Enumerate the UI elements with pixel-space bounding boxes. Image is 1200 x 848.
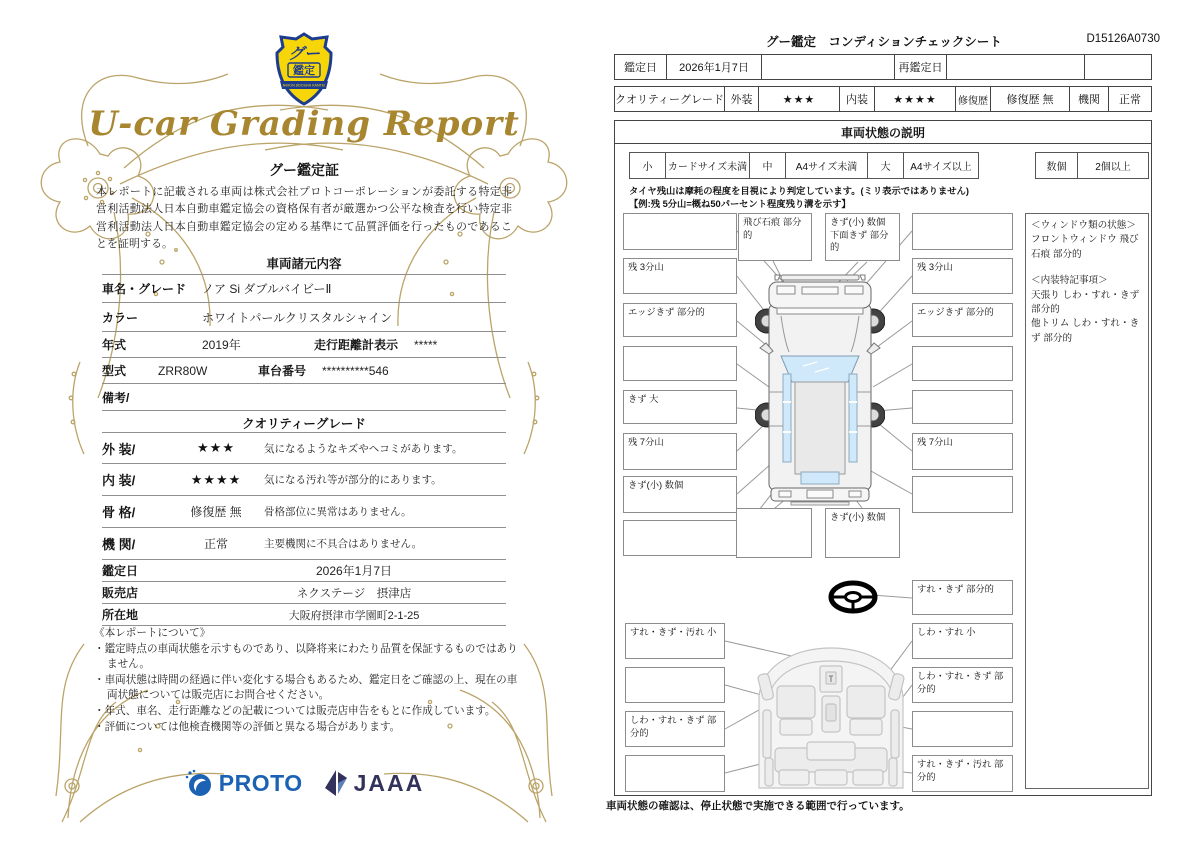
engine-label: 機関 xyxy=(1070,87,1109,111)
exterior-note-box xyxy=(623,520,737,556)
exterior-note-box: きず 大 xyxy=(623,390,737,424)
svg-text:鑑定: 鑑定 xyxy=(293,64,315,77)
meta-row-date xyxy=(102,560,506,582)
jaaa-logo-icon xyxy=(323,768,349,798)
grade-row-interior xyxy=(102,464,506,496)
grade-desc: 骨格部位に異常はありません。 xyxy=(264,506,412,518)
meta-row-address xyxy=(102,604,506,626)
spec-value: ZRR80W xyxy=(158,363,208,378)
goo-kantei-badge-icon xyxy=(275,32,333,106)
certificate-subtitle: グー鑑定証 xyxy=(269,162,339,178)
grade-value: 修復歴 無 xyxy=(190,505,242,519)
exterior-label: 外装 xyxy=(725,87,759,111)
interior-remarks-title: ＜内装特記事項＞ xyxy=(1031,275,1108,287)
grade-stars: ★★★★ xyxy=(190,471,242,487)
spec-row-year xyxy=(102,332,506,358)
exterior-note-box: エッジきず 部分的 xyxy=(623,303,737,337)
exterior-note-box xyxy=(623,346,737,381)
date-value: 2026年1月7日 xyxy=(667,55,762,79)
vehicle-spec-table xyxy=(102,274,506,411)
car-top-view-diagram xyxy=(755,274,885,506)
legend-value: A4サイズ以上 xyxy=(910,162,972,173)
spec-value: **********546 xyxy=(322,363,389,378)
grade-summary-table xyxy=(614,86,1152,112)
legend-key: 中 xyxy=(750,153,786,178)
spec-label: カラー xyxy=(102,310,139,325)
interior-note-box: しわ・すれ・きず 部分的 xyxy=(912,667,1013,703)
grading-report-certificate xyxy=(28,26,580,826)
spec-label: 走行距離計表示 xyxy=(314,338,399,352)
legend-key: 数個 xyxy=(1036,153,1078,178)
engine-value: 正常 xyxy=(1119,94,1141,106)
interior-label: 内装 xyxy=(840,87,875,111)
condition-check-sheet xyxy=(604,28,1164,823)
exterior-note-box: エッジきず 部分的 xyxy=(912,303,1013,337)
exterior-note-box xyxy=(912,346,1013,381)
repair-value: 修復歴 無 xyxy=(991,87,1070,111)
report-notes xyxy=(94,626,524,736)
sheet-title: グー鑑定 コンディションチェックシート xyxy=(766,35,1002,49)
redate-value xyxy=(947,55,1085,79)
meta-row-dealer xyxy=(102,582,506,604)
spec-label: 年式 xyxy=(102,338,127,352)
meta-value: 2026年1月7日 xyxy=(315,564,393,578)
note-line: 下面きず 部分的 xyxy=(830,229,889,253)
grade-label: 骨 格/ xyxy=(102,505,136,520)
spec-row-name xyxy=(102,274,506,303)
legend-key: 大 xyxy=(868,153,904,178)
grade-desc: 気になるようなキズやヘコミがあります。 xyxy=(264,442,463,455)
exterior-note-box: 残 3分山 xyxy=(912,258,1013,294)
svg-text:NIHON JIDOSHA KANTEI: NIHON JIDOSHA KANTEI xyxy=(282,83,326,88)
spec-value: 2019年 xyxy=(202,338,241,352)
legend-key: 小 xyxy=(630,153,666,178)
legend-value: カードサイズ未満 xyxy=(666,153,750,178)
exterior-note-box xyxy=(825,213,900,261)
spec-value: ***** xyxy=(414,337,438,352)
exterior-note-box: 残 7分山 xyxy=(912,433,1013,470)
grade-section-title: クオリティーグレード xyxy=(242,417,366,431)
quality-grade-table xyxy=(102,432,506,626)
grade-row-engine xyxy=(102,528,506,560)
certificate-intro: 本レポートに記載される車両は株式会社プロトコーポレーションが委託する特定非営利活動法人日本自動車鑑定協会の資格保有者が厳選かつ公平な検査を行い特定非営利活動法人日本自動車鑑定協会の定める基準にて品質評価を行ったものであることを証明する。 xyxy=(96,186,512,251)
note-line: きず(小) 数個 xyxy=(830,217,886,227)
note-item: ・鑑定時点の車両状態を示すものであり、以降将来にわたり品質を保証するものではありません。 xyxy=(94,643,518,671)
interior-remarks-line: 他トリム しわ・すれ・きず 部分的 xyxy=(1031,318,1140,344)
sheet-header xyxy=(604,28,1164,50)
svg-text:グー: グー xyxy=(287,44,321,63)
grade-row-frame xyxy=(102,496,506,528)
exterior-note-box xyxy=(912,476,1013,513)
meta-label: 鑑定日 xyxy=(102,564,139,578)
interior-stars: ★★★★ xyxy=(875,87,956,111)
interior-note-box: すれ・きず・汚れ 部分的 xyxy=(912,755,1013,792)
meta-label: 所在地 xyxy=(102,608,139,622)
jaaa-logo xyxy=(323,768,425,798)
footer-logos xyxy=(28,768,580,798)
date-table xyxy=(614,54,1152,80)
exterior-note-box: 残 7分山 xyxy=(623,433,737,470)
grade-summary-label: クオリティーグレード xyxy=(615,87,725,111)
note-item: ・年式、車名、走行距離などの記載については販売店申告をもとに作成しています。 xyxy=(94,705,496,718)
condition-side-panel xyxy=(1025,213,1149,789)
repair-label: 修復歴 xyxy=(956,87,991,111)
grade-label: 外 装/ xyxy=(102,441,136,457)
date-empty-cell xyxy=(1085,55,1151,79)
grade-value: 正常 xyxy=(203,537,228,551)
interior-note-box: すれ・きず・汚れ 小 xyxy=(625,623,725,659)
interior-note-box: しわ・すれ 小 xyxy=(912,623,1013,659)
spec-section-title: 車両諸元内容 xyxy=(266,257,342,271)
spec-label: 型式 xyxy=(102,364,127,378)
tire-note-line2: 【例:残 5分山=概ね50パーセント程度残り溝を示す】 xyxy=(629,199,851,210)
spec-row-model xyxy=(102,358,506,384)
proto-logo-icon xyxy=(184,768,214,798)
meta-value: ネクステージ 摂津店 xyxy=(296,587,412,600)
cabin-interior-diagram xyxy=(745,636,917,796)
spec-label: 車台番号 xyxy=(258,364,307,378)
proto-logo xyxy=(184,768,303,798)
interior-note-box xyxy=(625,755,725,792)
note-item: ・評価については他検査機関等の評価と異なる場合があります。 xyxy=(94,721,401,734)
meta-label: 販売店 xyxy=(102,586,139,600)
jaaa-logo-text: JAAA xyxy=(353,769,425,796)
redate-label: 再鑑定日 xyxy=(895,55,947,79)
proto-logo-text: PROTO xyxy=(218,769,303,796)
exterior-stars: ★★★ xyxy=(759,87,840,111)
grade-stars: ★★★ xyxy=(197,440,235,455)
exterior-note-box xyxy=(912,213,1013,250)
condition-section-title: 車両状態の説明 xyxy=(615,121,1151,144)
sheet-doc-id: D15126A0730 xyxy=(1086,33,1160,45)
vehicle-condition-box xyxy=(614,120,1152,796)
notes-title: 《本レポートについて》 xyxy=(94,627,211,639)
sheet-footer-note: 車両状態の確認は、停止状態で実施できる範囲で行っています。 xyxy=(606,800,910,812)
interior-note-box xyxy=(625,667,725,703)
spec-row-color xyxy=(102,303,506,332)
spec-value: ノア Si ダブルバイビーⅡ xyxy=(202,282,332,296)
note-line: 飛び石痕 部分的 xyxy=(743,217,802,240)
interior-note-box: しわ・すれ・きず 部分的 xyxy=(625,711,725,747)
window-state-line: フロントウィンドウ 飛び石痕 部分的 xyxy=(1031,234,1139,260)
grade-label: 内 装/ xyxy=(102,473,136,488)
interior-note-box: すれ・きず 部分的 xyxy=(912,580,1013,615)
legend-value: 2個以上 xyxy=(1095,162,1131,173)
grade-desc: 主要機関に不具合はありません。 xyxy=(264,538,423,550)
exterior-note-box xyxy=(736,508,812,558)
exterior-note-box: 残 3分山 xyxy=(623,258,737,294)
certificate-title: U-car Grading Report xyxy=(88,104,520,144)
spec-label: 備考/ xyxy=(102,390,130,405)
spec-value: ホワイトパールクリスタルシャイン xyxy=(202,310,393,325)
interior-remarks-line: 天張り しわ・すれ・きず 部分的 xyxy=(1031,289,1140,315)
grade-label: 機 関/ xyxy=(102,537,136,552)
exterior-note-box xyxy=(738,213,812,261)
exterior-note-box: きず(小) 数個 xyxy=(623,476,737,513)
date-empty-cell xyxy=(762,55,895,79)
exterior-note-box xyxy=(623,213,737,250)
date-label: 鑑定日 xyxy=(615,55,667,79)
meta-value: 大阪府摂津市学園町2-1-25 xyxy=(288,609,420,622)
spec-label: 車名・グレード xyxy=(102,282,187,296)
exterior-note-box xyxy=(912,390,1013,424)
exterior-note-box: きず(小) 数個 xyxy=(825,508,900,558)
window-state-title: ＜ウィンドウ類の状態＞ xyxy=(1031,220,1136,231)
legend-value: A4サイズ未満 xyxy=(786,153,868,178)
interior-note-box xyxy=(912,711,1013,747)
note-item: ・車両状態は時間の経過に伴い変化する場合もあるため、鑑定日をご確認の上、現在の車両状態については販売店にお問合せください。 xyxy=(94,674,518,702)
tire-note-line1: タイヤ残山は摩耗の程度を目視により判定しています。(ミリ表示ではありません) xyxy=(629,186,969,196)
steering-wheel-icon xyxy=(827,579,879,615)
grade-row-exterior xyxy=(102,432,506,464)
spec-row-remarks xyxy=(102,384,506,411)
grade-desc: 気になる汚れ等が部分的にあります。 xyxy=(264,474,442,486)
